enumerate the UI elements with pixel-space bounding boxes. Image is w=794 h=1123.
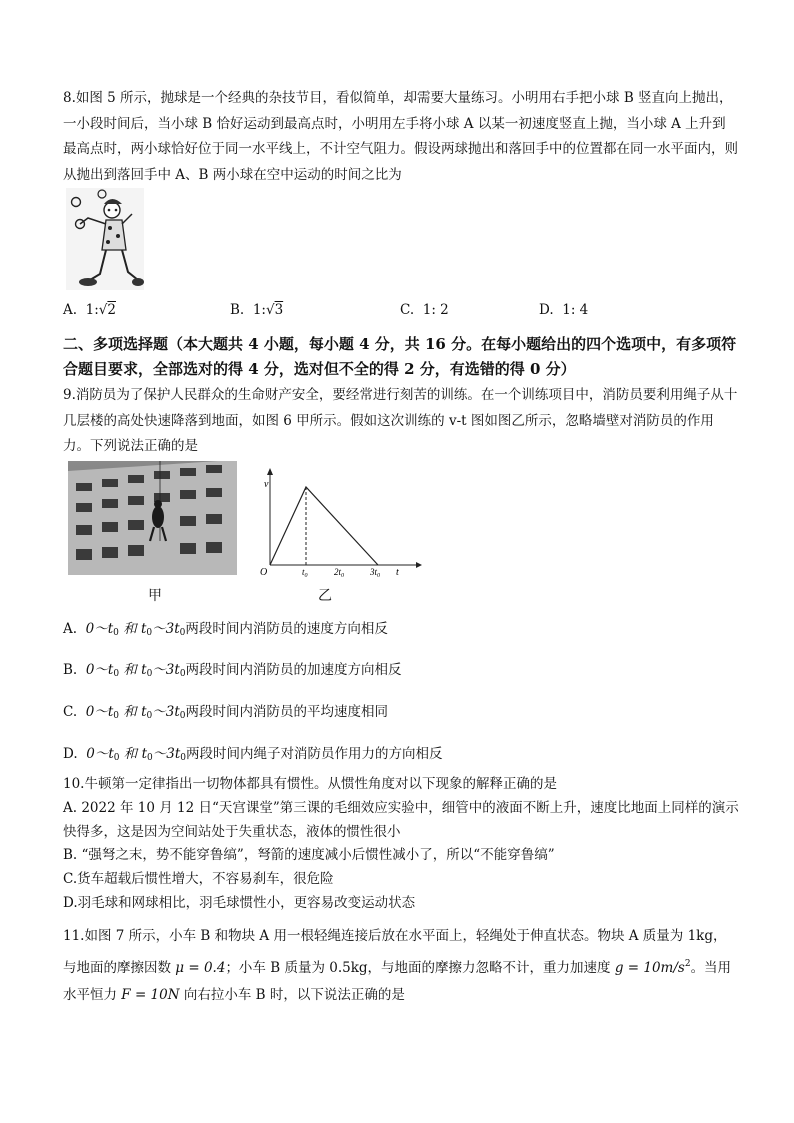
- question-10-stem: 10.牛顿第一定律指出一切物体都具有惯性。从惯性角度对以下现象的解释正确的是: [63, 776, 557, 792]
- question-9-option-b[interactable]: B. $0\sim t_0$ 和 $t_0\sim 3t_0$两段时间内消防员的加速度方向相反: [63, 662, 402, 679]
- graph-y-label: v: [264, 479, 269, 490]
- question-10-option-d[interactable]: D.羽毛球和网球相比，羽毛球惯性小，更容易改变运动状态: [63, 894, 416, 911]
- tick-2t0: $2t_0$: [334, 567, 345, 577]
- option-d[interactable]: D. 1: 4: [539, 302, 589, 318]
- option-a[interactable]: A. 1:√2: [63, 302, 116, 318]
- question-9-stem: 9.消防员为了保护人民群众的生命财产安全，要经常进行刻苦的训练。在一个训练项目中，消防员要利用绳子从十几层楼的高处快速降落到地面，如图 6 甲所示。假如这次训练的 v-t 图如图乙所示，忽略墙壁对消防员的作用力。下列说法正确的是: [63, 387, 738, 454]
- caption-jia: 甲: [148, 588, 162, 604]
- caption-yi: 乙: [318, 588, 332, 604]
- velocity-time-graph: [256, 461, 422, 577]
- question-9-option-c[interactable]: C. $0\sim t_0$ 和 $t_0\sim 3t_0$两段时间内消防员的平均速度相同: [63, 704, 388, 721]
- option-b[interactable]: B. 1:√3: [230, 302, 284, 318]
- firefighter-building-photo: [68, 461, 237, 575]
- section-2-heading: 二、多项选择题（本大题共 4 小题，每小题 4 分，共 16 分。在每小题给出的四个选项中，有多项符合题目要求，全部选对的得 4 分，选对但不全的得 2 分，有选错的得 0 分）: [63, 335, 737, 378]
- graph-vt-line: [270, 487, 378, 565]
- question-8-options: [63, 302, 743, 326]
- question-9-option-d[interactable]: D. $0\sim t_0$ 和 $t_0\sim 3t_0$两段时间内绳子对消防员作用力的方向相反: [63, 746, 443, 763]
- question-10-option-c[interactable]: C.货车超载后惯性增大，不容易刹车，很危险: [63, 871, 334, 888]
- graph-origin-label: O: [260, 567, 268, 577]
- question-10-option-a[interactable]: A. 2022 年 10 月 12 日“天宫课堂”第三课的毛细效应实验中，细管中的液面不断上升，速度比地面上同样的演示快得多，这是因为空间站处于失重状态，液体的惯性很小: [63, 799, 739, 840]
- question-10: [63, 773, 739, 916]
- question-9-option-a[interactable]: A. $0\sim t_0$ 和 $t_0\sim 3t_0$两段时间内消防员的速度方向相反: [63, 621, 388, 638]
- question-11-stem: 11.如图 7 所示，小车 B 和物块 A 用一根轻绳连接后放在水平面上，轻绳处于伸直状态。物块 A 质量为 1kg，与地面的摩擦因数 μ = 0.4；小车 B 质量为 0.5kg，与地面的摩擦力忽略不计，重力加速度 $g = 10m/s^2$。当用水平恒力 F = 10N 向右拉小车 B 时，以下说法正确的是: [63, 928, 732, 1003]
- tick-3t0: $3t_0$: [370, 567, 381, 577]
- tick-t0: $t_0$: [302, 567, 308, 577]
- juggler-figure-image: [66, 188, 144, 290]
- graph-x-label: t: [396, 567, 399, 577]
- question-10-option-b[interactable]: B. “强弩之末，势不能穿鲁缟”，弩箭的速度减小后惯性减小了，所以“不能穿鲁缟”: [63, 847, 555, 864]
- question-8-stem: 8.如图 5 所示，抛球是一个经典的杂技节目，看似简单，却需要大量练习。小明用右手把小球 B 竖直向上抛出，一小段时间后，当小球 B 恰好运动到最高点时，小明用左手将小球 A 以某一初速度竖直上抛，当小球 A 上升到最高点时，两小球恰好位于同一水平线上，不计空气阻力。假设两球抛出和落回手中的位置都在同一水平面内，则从抛出到落回手中 A、B 两小球在空中运动的时间之比为: [63, 90, 738, 183]
- option-c[interactable]: C. 1: 2: [400, 302, 449, 318]
